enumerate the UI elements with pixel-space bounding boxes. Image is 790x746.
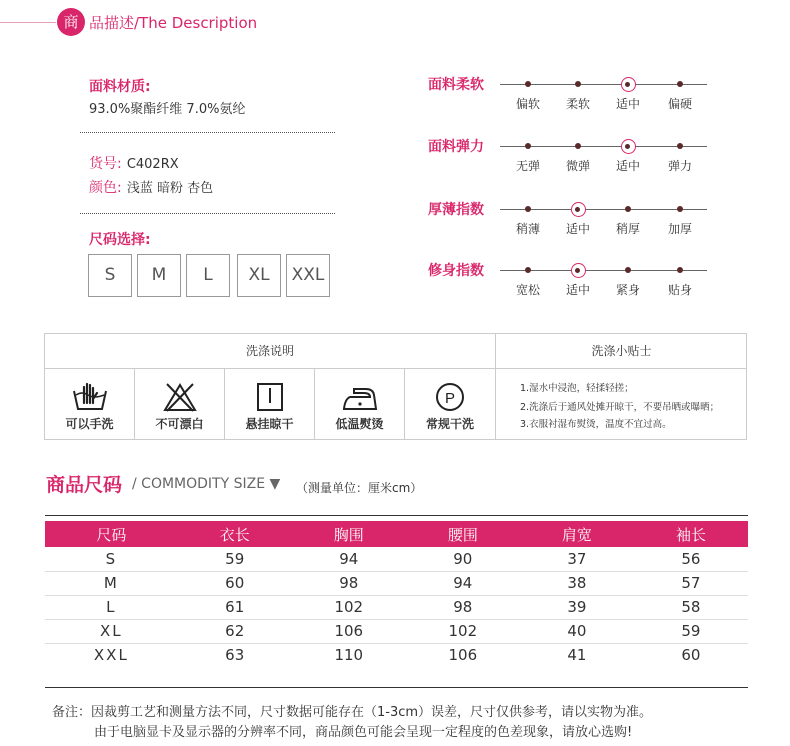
table-cell: 62 <box>178 619 292 643</box>
scale-line <box>500 270 707 271</box>
wash-label: 低温熨烫 <box>335 417 384 431</box>
wash-item <box>225 368 315 440</box>
divider <box>80 213 335 214</box>
note-line: 由于电脑显卡及显示器的分辨率不同，商品颜色可能会呈现一定程度的色差现象，请放心选购! <box>94 725 633 740</box>
scale-label: 弹力 <box>667 159 692 173</box>
size-table-header-cell: 肩宽 <box>520 521 634 547</box>
scale-label: 适中 <box>565 283 590 297</box>
size-table-subtitle: / COMMODITY SIZE ▼ <box>132 476 281 492</box>
fabric-value: 93.0%聚酯纤维 7.0%氨纶 <box>89 102 246 117</box>
table-cell: XL <box>45 619 178 643</box>
size-table-title: 商品尺码 <box>46 474 123 496</box>
table-row <box>45 571 748 595</box>
scale-dot <box>625 267 631 273</box>
table-cell: 41 <box>567 646 587 665</box>
table-cell: 94 <box>406 571 520 595</box>
table-cell: 63 <box>225 646 245 665</box>
iron-low-icon <box>340 381 380 413</box>
table-cell: 56 <box>634 547 748 571</box>
table-top-rule <box>45 515 748 516</box>
wash-label: 可以手洗 <box>65 417 114 431</box>
wash-tip: 3.衣服衬湿布熨烫，温度不宜过高。 <box>520 419 672 430</box>
wash-tip: 1.湿水中浸泡，轻揉轻搓； <box>520 383 634 394</box>
fabric-label: 面料材质: <box>89 79 151 95</box>
size-option-m[interactable]: M <box>137 254 181 297</box>
no-bleach-icon <box>162 381 198 413</box>
size-option-l[interactable]: L <box>186 254 230 297</box>
scale-label: 偏硬 <box>667 97 692 111</box>
table-cell: S <box>45 547 178 571</box>
item-color-label: 颜色: <box>89 180 122 196</box>
size-table-header-cell: 腰围 <box>406 521 520 547</box>
svg-text:P: P <box>444 390 456 407</box>
table-bottom-rule <box>45 687 748 688</box>
scale-line <box>500 146 707 147</box>
header-badge: 商 <box>57 8 85 36</box>
scale-label: 稍厚 <box>615 222 640 236</box>
scale-line <box>500 84 707 85</box>
item-color <box>89 177 213 197</box>
table-cell: 106 <box>448 646 478 665</box>
table-row <box>45 619 748 643</box>
scale-dot <box>525 267 531 273</box>
item-code-label: 货号: <box>89 156 122 172</box>
size-option-s[interactable]: S <box>88 254 132 297</box>
table-cell: 94 <box>292 547 406 571</box>
item-code-value: C402RX <box>126 157 179 172</box>
scale-dot <box>525 81 531 87</box>
scale-label: 微弹 <box>565 159 590 173</box>
scale-title: 面料柔软 <box>428 77 484 93</box>
table-cell: L <box>45 595 178 619</box>
scale-label: 偏软 <box>515 97 540 111</box>
table-cell: 110 <box>334 646 364 665</box>
table-cell: 102 <box>406 619 520 643</box>
table-cell: 38 <box>520 571 634 595</box>
scale-label: 稍薄 <box>515 222 540 236</box>
wash-label: 常规干洗 <box>425 417 474 431</box>
scale-selected-marker <box>621 139 636 154</box>
wash-item <box>135 368 225 440</box>
table-cell: 58 <box>634 595 748 619</box>
section-title: 品描述/The Description <box>89 14 258 32</box>
table-cell: 40 <box>520 619 634 643</box>
scale-title: 厚薄指数 <box>428 202 484 218</box>
table-cell: 60 <box>178 571 292 595</box>
table-cell: 37 <box>520 547 634 571</box>
table-cell: M <box>45 571 178 595</box>
table-cell: 61 <box>178 595 292 619</box>
scale-line <box>500 209 707 210</box>
scale-label: 适中 <box>615 159 640 173</box>
size-select-label: 尺码选择: <box>89 232 151 248</box>
size-table-header-cell: 尺码 <box>45 521 178 547</box>
wash-label: 悬挂晾干 <box>245 417 294 431</box>
size-table-header-cell: 衣长 <box>178 521 292 547</box>
scale-label: 紧身 <box>615 283 640 297</box>
table-cell: XXL <box>93 646 129 665</box>
scale-selected-marker <box>571 263 586 278</box>
size-option-xxl[interactable]: XXL <box>286 254 330 297</box>
scale-selected-marker <box>571 202 586 217</box>
scale-dot <box>625 206 631 212</box>
header-divider <box>0 22 56 23</box>
size-table-header-cell: 袖长 <box>634 521 748 547</box>
item-color-value: 浅蓝 暗粉 杏色 <box>126 181 214 196</box>
wash-tip: 2.洗涤后于通风处摊开晾干，不要吊晒或曝晒； <box>520 402 720 413</box>
table-cell: 106 <box>292 619 406 643</box>
wash-header-left: 洗涤说明 <box>45 334 496 368</box>
item-code <box>89 153 179 173</box>
table-cell: 59 <box>634 619 748 643</box>
size-table-unit: （测量单位：厘米cm） <box>296 481 423 495</box>
wash-item <box>45 368 135 440</box>
scale-dot <box>677 267 683 273</box>
table-row <box>45 643 748 667</box>
scale-dot <box>677 143 683 149</box>
table-cell: 98 <box>292 571 406 595</box>
table-cell: 102 <box>292 595 406 619</box>
scale-dot <box>575 143 581 149</box>
size-table-header-cell: 胸围 <box>292 521 406 547</box>
wash-label: 不可漂白 <box>155 417 204 431</box>
wash-item <box>405 368 496 440</box>
hang-dry-icon <box>252 381 288 413</box>
table-cell: 60 <box>681 646 701 665</box>
scale-title: 修身指数 <box>428 263 484 279</box>
note-line: 备注：因裁剪工艺和测量方法不同，尺寸数据可能存在（1-3cm）误差，尺寸仅供参考，请以实物为准。 <box>52 705 653 720</box>
scale-dot <box>525 206 531 212</box>
table-cell: 59 <box>178 547 292 571</box>
wash-header-right: 洗涤小贴士 <box>591 344 652 358</box>
scale-label: 宽松 <box>515 283 540 297</box>
scale-dot <box>677 81 683 87</box>
scale-label: 无弹 <box>515 159 540 173</box>
scale-label: 柔软 <box>565 97 590 111</box>
scale-label: 适中 <box>615 97 640 111</box>
divider <box>80 132 335 133</box>
scale-label: 加厚 <box>667 222 692 236</box>
table-cell: 57 <box>634 571 748 595</box>
table-row <box>45 547 748 571</box>
scale-selected-marker <box>621 77 636 92</box>
dry-clean-icon <box>432 381 468 413</box>
size-table-header <box>45 521 748 547</box>
table-cell: 90 <box>406 547 520 571</box>
table-row <box>45 595 748 619</box>
size-table <box>45 521 748 667</box>
table-cell: 98 <box>406 595 520 619</box>
scale-label: 适中 <box>565 222 590 236</box>
hand-wash-icon <box>72 381 108 413</box>
scale-label: 贴身 <box>667 283 692 297</box>
scale-title: 面料弹力 <box>428 139 484 155</box>
size-option-xl[interactable]: XL <box>237 254 281 297</box>
scale-dot <box>575 81 581 87</box>
scale-dot <box>677 206 683 212</box>
wash-item <box>315 368 405 440</box>
table-cell: 39 <box>520 595 634 619</box>
scale-dot <box>525 143 531 149</box>
